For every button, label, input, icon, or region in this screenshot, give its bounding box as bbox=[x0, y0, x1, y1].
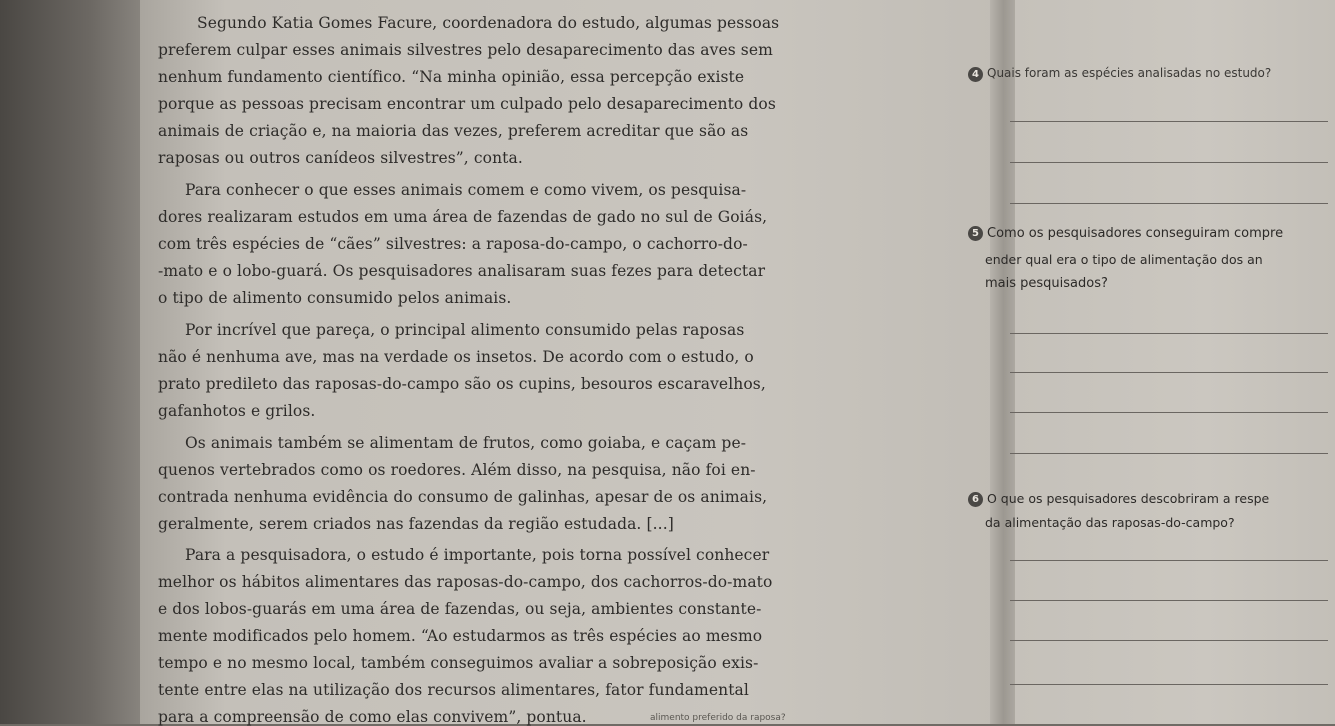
article-line: prato predileto das raposas-do-campo são os cupins, besouros escaravelhos, bbox=[158, 375, 766, 393]
right-page bbox=[1015, 0, 1335, 724]
answer-line[interactable] bbox=[1010, 684, 1328, 685]
article-line: para a compreensão de como elas convivem”, pontua. bbox=[158, 708, 587, 726]
answer-line[interactable] bbox=[1010, 560, 1328, 561]
answer-line[interactable] bbox=[1010, 333, 1328, 334]
answer-line[interactable] bbox=[1010, 162, 1328, 163]
article-line: geralmente, serem criados nas fazendas da região estudada. [...] bbox=[158, 515, 674, 533]
article-line: contrada nenhuma evidência do consumo de galinhas, apesar de os animais, bbox=[158, 488, 768, 506]
article-line: melhor os hábitos alimentares das raposas-do-campo, dos cachorros-do-mato bbox=[158, 573, 773, 591]
question-text: Como os pesquisadores conseguiram compre bbox=[987, 226, 1284, 241]
article-line: não é nenhuma ave, mas na verdade os insetos. De acordo com o estudo, o bbox=[158, 348, 754, 366]
question-text: Quais foram as espécies analisadas no estudo? bbox=[987, 66, 1272, 80]
article-line: -mato e o lobo-guará. Os pesquisadores analisaram suas fezes para detectar bbox=[158, 262, 766, 280]
answer-line[interactable] bbox=[1010, 640, 1328, 641]
article-line: porque as pessoas precisam encontrar um culpado pelo desaparecimento dos bbox=[158, 95, 776, 113]
question-number-badge: 5 bbox=[968, 226, 983, 241]
article-line: raposas ou outros canídeos silvestres”, conta. bbox=[158, 149, 523, 167]
book-binding-shadow bbox=[0, 0, 150, 724]
answer-line[interactable] bbox=[1010, 412, 1328, 413]
question-text: da alimentação das raposas-do-campo? bbox=[985, 515, 1235, 530]
article-line: preferem culpar esses animais silvestres pelo desaparecimento das aves sem bbox=[158, 41, 773, 59]
question-text: O que os pesquisadores descobriram a respe bbox=[987, 491, 1270, 506]
article-line: nenhum fundamento científico. “Na minha opinião, essa percepção existe bbox=[158, 68, 745, 86]
answer-line[interactable] bbox=[1010, 121, 1328, 122]
footer-fragment: alimento preferido da raposa? bbox=[650, 713, 786, 723]
article-line: Por incrível que pareça, o principal alimento consumido pelas raposas bbox=[185, 321, 745, 339]
question-text: mais pesquisados? bbox=[985, 276, 1108, 291]
question-text: ender qual era o tipo de alimentação dos an bbox=[985, 252, 1263, 267]
article-line: Segundo Katia Gomes Facure, coordenadora do estudo, algumas pessoas bbox=[197, 14, 780, 32]
answer-line[interactable] bbox=[1010, 600, 1328, 601]
article-line: tente entre elas na utilização dos recursos alimentares, fator fundamental bbox=[158, 681, 749, 699]
article-line: mente modificados pelo homem. “Ao estudarmos as três espécies ao mesmo bbox=[158, 627, 763, 645]
article-line: e dos lobos-guarás em uma área de fazendas, ou seja, ambientes constante- bbox=[158, 600, 762, 618]
article-line: o tipo de alimento consumido pelos animais. bbox=[158, 289, 512, 307]
article-line: quenos vertebrados como os roedores. Além disso, na pesquisa, não foi en- bbox=[158, 461, 756, 479]
question-number-badge: 6 bbox=[968, 492, 983, 507]
article-line: com três espécies de “cães” silvestres: a raposa-do-campo, o cachorro-do- bbox=[158, 235, 748, 253]
answer-line[interactable] bbox=[1010, 372, 1328, 373]
article-line: dores realizaram estudos em uma área de fazendas de gado no sul de Goiás, bbox=[158, 208, 768, 226]
article-line: gafanhotos e grilos. bbox=[158, 402, 316, 420]
answer-line[interactable] bbox=[1010, 203, 1328, 204]
article-line: tempo e no mesmo local, também conseguimos avaliar a sobreposição exis- bbox=[158, 654, 759, 672]
article-line: animais de criação e, na maioria das vezes, preferem acreditar que são as bbox=[158, 122, 749, 140]
answer-line[interactable] bbox=[1010, 453, 1328, 454]
question-number-badge: 4 bbox=[968, 67, 983, 82]
article-line: Para a pesquisadora, o estudo é importante, pois torna possível conhecer bbox=[185, 546, 770, 564]
article-line: Os animais também se alimentam de frutos, como goiaba, e caçam pe- bbox=[185, 434, 747, 452]
article-line: Para conhecer o que esses animais comem e como vivem, os pesquisa- bbox=[185, 181, 747, 199]
